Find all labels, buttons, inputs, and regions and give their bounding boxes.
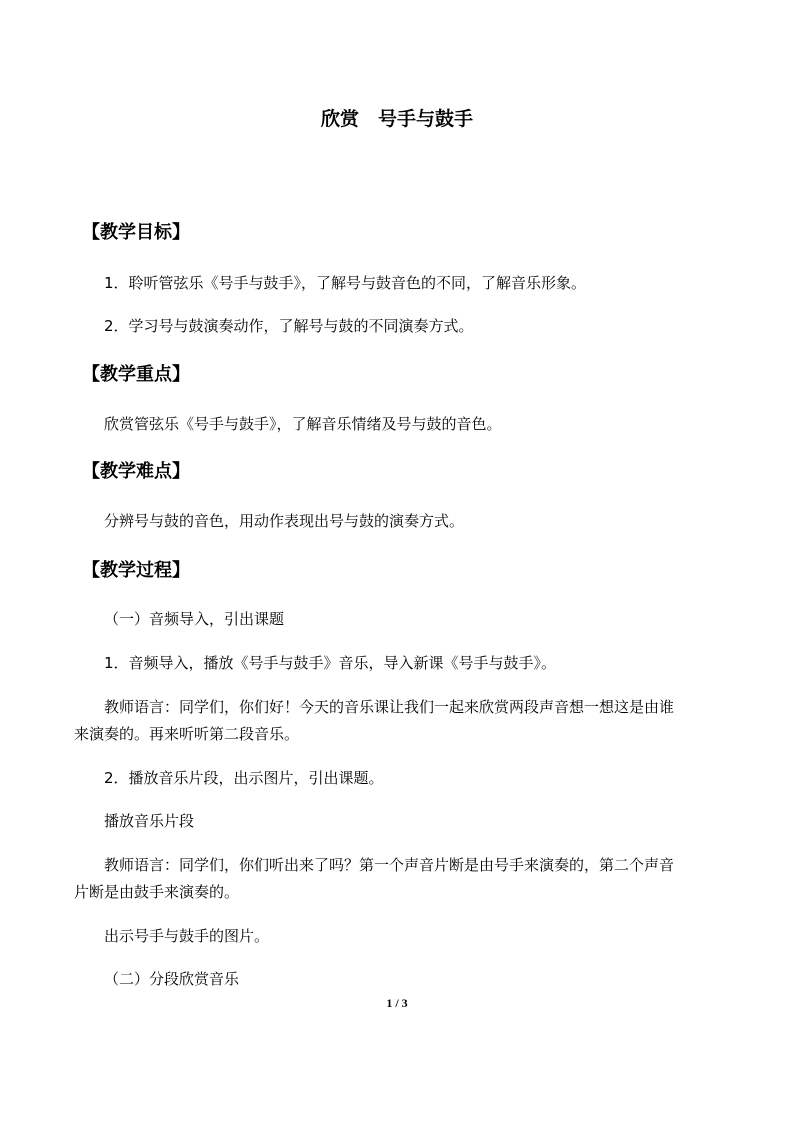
objective-line-2: 2．学习号与鼓演奏动作，了解号与鼓的不同演奏方式。 (104, 317, 474, 335)
key-point-line-1: 欣赏管弦乐《号手与鼓手》，了解音乐情绪及号与鼓的音色。 (104, 415, 502, 433)
section-heading-process: 【教学过程】 (82, 560, 190, 581)
process-subheading-2: （二）分段欣赏音乐 (104, 970, 240, 988)
process-line-7: 片断是由鼓手来演奏的。 (74, 883, 240, 901)
section-heading-objectives: 【教学目标】 (82, 222, 190, 243)
document-title: 欣赏 号手与鼓手 (320, 108, 473, 130)
difficulty-line-1: 分辨号与鼓的音色，用动作表现出号与鼓的演奏方式。 (104, 512, 465, 530)
section-heading-difficulties: 【教学难点】 (82, 461, 190, 482)
process-line-3: 来演奏的。再来听听第二段音乐。 (74, 725, 300, 743)
process-line-4: 2．播放音乐片段，出示图片，引出课题。 (104, 769, 384, 787)
page-number: 1 / 3 (386, 996, 408, 1010)
process-line-5: 播放音乐片段 (104, 812, 195, 830)
process-line-8: 出示号手与鼓手的图片。 (104, 927, 270, 945)
process-line-6: 教师语言：同学们，你们听出来了吗？第一个声音片断是由号手来演奏的，第二个声音 (104, 856, 675, 874)
process-line-2: 教师语言：同学们，你们好！今天的音乐课让我们一起来欣赏两段声音想一想这是由谁 (104, 698, 675, 716)
process-line-1: 1．音频导入，播放《号手与鼓手》音乐，导入新课《号手与鼓手》。 (104, 654, 557, 672)
process-subheading-1: （一）音频导入，引出课题 (104, 610, 285, 628)
objective-line-1: 1．聆听管弦乐《号手与鼓手》，了解号与鼓音色的不同，了解音乐形象。 (104, 274, 587, 292)
section-heading-key-points: 【教学重点】 (82, 364, 190, 385)
